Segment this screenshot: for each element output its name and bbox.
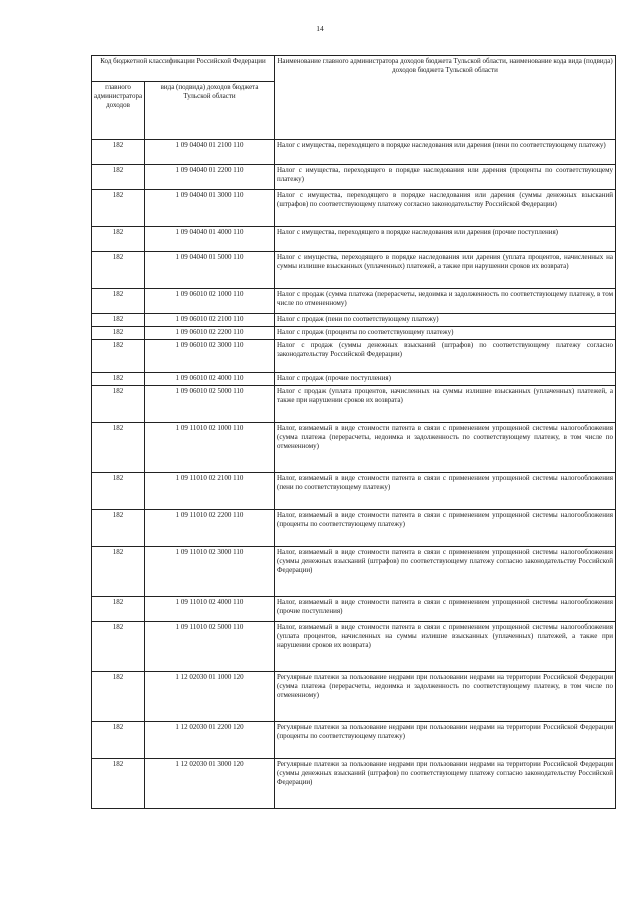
admin-code-cell: 182 xyxy=(92,165,145,190)
table-row xyxy=(92,314,616,327)
table-row xyxy=(92,547,616,597)
admin-code-cell: 182 xyxy=(92,289,145,314)
table-row xyxy=(92,190,616,227)
revenue-name-cell: Налог с имущества, переходящего в порядке наследования или дарения (пени по соответствующему платежу) xyxy=(275,140,616,165)
revenue-code-cell: 1 09 04040 01 3000 110 xyxy=(145,190,275,227)
revenue-code-cell: 1 09 11010 02 5000 110 xyxy=(145,622,275,672)
revenue-name-cell: Налог, взимаемый в виде стоимости патента в связи с применением упрощенной системы налогообложения (сумма платежа (перерасчеты, недоимка и задолженность по соответствующему платежу, в том числе по отмененному) xyxy=(275,423,616,473)
revenue-code-cell: 1 09 04040 01 2200 110 xyxy=(145,165,275,190)
table-row xyxy=(92,759,616,809)
admin-code-cell: 182 xyxy=(92,473,145,510)
table-row xyxy=(92,423,616,473)
revenue-name-cell: Налог, взимаемый в виде стоимости патента в связи с применением упрощенной системы налогообложения (пени по соответствующему платежу) xyxy=(275,473,616,510)
revenue-name-cell: Налог с продаж (сумма платежа (перерасчеты, недоимка и задолженность по соответствующему платежу, в том числе по отмененному) xyxy=(275,289,616,314)
revenue-code-cell: 1 12 02030 01 2200 120 xyxy=(145,722,275,759)
table-row xyxy=(92,373,616,386)
revenue-code-cell: 1 09 06010 02 1000 110 xyxy=(145,289,275,314)
revenue-code-cell: 1 09 06010 02 3000 110 xyxy=(145,340,275,373)
table-row xyxy=(92,140,616,165)
revenue-name-cell: Налог, взимаемый в виде стоимости патента в связи с применением упрощенной системы налогообложения (уплата процентов, начисленных на суммы излишне взысканных (уплаченных) платежей, а также при нарушении сроков их возврата) xyxy=(275,622,616,672)
table-row xyxy=(92,252,616,289)
admin-code-cell: 182 xyxy=(92,672,145,722)
code-group-header: Код бюджетной классификации Российской Федерации xyxy=(92,56,275,82)
table-row xyxy=(92,622,616,672)
revenue-name-cell: Налог с имущества, переходящего в порядке наследования или дарения (суммы денежных взысканий (штрафов) по соответствующему платежу согласно законодательству Российской Федерации) xyxy=(275,190,616,227)
admin-code-cell: 182 xyxy=(92,227,145,252)
revenue-code-cell: 1 09 11010 02 2100 110 xyxy=(145,473,275,510)
budget-classification-table xyxy=(91,55,616,809)
table-row xyxy=(92,473,616,510)
revenue-code-cell: 1 09 11010 02 2200 110 xyxy=(145,510,275,547)
table-row xyxy=(92,597,616,622)
admin-code-cell: 182 xyxy=(92,386,145,423)
revenue-name-cell: Налог с продаж (уплата процентов, начисленных на суммы излишне взысканных (уплаченных) платежей, а также при нарушении сроков их возврата) xyxy=(275,386,616,423)
revenue-name-cell: Налог, взимаемый в виде стоимости патента в связи с применением упрощенной системы налогообложения (прочие поступления) xyxy=(275,597,616,622)
admin-code-cell: 182 xyxy=(92,722,145,759)
name-column-header: Наименование главного администратора доходов бюджета Тульской области, наименование кода вида (подвида) доходов бюджета Тульской области xyxy=(275,56,616,140)
revenue-name-cell: Регулярные платежи за пользование недрами при пользовании недрами на территории Российской Федерации (сумма платежа (перерасчеты, недоимка и задолженность по соответствующему платежу, в том числе по отмененному) xyxy=(275,672,616,722)
revenue-code-cell: 1 09 04040 01 4000 110 xyxy=(145,227,275,252)
table-row xyxy=(92,165,616,190)
revenue-name-cell: Налог с продаж (прочие поступления) xyxy=(275,373,616,386)
revenue-code-cell: 1 09 04040 01 2100 110 xyxy=(145,140,275,165)
admin-code-cell: 182 xyxy=(92,190,145,227)
revenue-code-cell: 1 09 11010 02 3000 110 xyxy=(145,547,275,597)
revenue-name-cell: Налог, взимаемый в виде стоимости патента в связи с применением упрощенной системы налогообложения (проценты по соответствующему платежу) xyxy=(275,510,616,547)
admin-code-cell: 182 xyxy=(92,510,145,547)
table-row xyxy=(92,340,616,373)
revenue-code-cell: 1 12 02030 01 3000 120 xyxy=(145,759,275,809)
admin-code-cell: 182 xyxy=(92,140,145,165)
admin-code-cell: 182 xyxy=(92,252,145,289)
revenue-code-cell: 1 12 02030 01 1000 120 xyxy=(145,672,275,722)
admin-code-cell: 182 xyxy=(92,759,145,809)
admin-code-cell: 182 xyxy=(92,622,145,672)
revenue-name-cell: Налог с продаж (пени по соответствующему платежу) xyxy=(275,314,616,327)
admin-code-cell: 182 xyxy=(92,314,145,327)
admin-code-cell: 182 xyxy=(92,597,145,622)
admin-code-cell: 182 xyxy=(92,547,145,597)
revenue-code-cell: 1 09 11010 02 1000 110 xyxy=(145,423,275,473)
table-row xyxy=(92,289,616,314)
table-row xyxy=(92,386,616,423)
revenue-code-cell: 1 09 06010 02 2200 110 xyxy=(145,327,275,340)
revenue-code-cell: 1 09 06010 02 4000 110 xyxy=(145,373,275,386)
revenue-name-cell: Налог с имущества, переходящего в порядке наследования или дарения (прочие поступления) xyxy=(275,227,616,252)
table-row xyxy=(92,327,616,340)
revenue-code-cell: 1 09 06010 02 5000 110 xyxy=(145,386,275,423)
revenue-code-cell: 1 09 06010 02 2100 110 xyxy=(145,314,275,327)
table-row xyxy=(92,510,616,547)
admin-code-cell: 182 xyxy=(92,373,145,386)
revenue-name-cell: Налог, взимаемый в виде стоимости патента в связи с применением упрощенной системы налогообложения (суммы денежных взысканий (штрафов) по соответствующему платежу согласно законодательству Российской Федерации) xyxy=(275,547,616,597)
revenue-name-cell: Регулярные платежи за пользование недрами при пользовании недрами на территории Российской Федерации (суммы денежных взысканий (штрафов) по соответствующему платежу согласно законодательству Российской Федерации) xyxy=(275,759,616,809)
table-row xyxy=(92,227,616,252)
revenue-code-cell: 1 09 11010 02 4000 110 xyxy=(145,597,275,622)
revenue-name-cell: Налог с имущества, переходящего в порядке наследования или дарения (проценты по соответствующему платежу) xyxy=(275,165,616,190)
revenue-name-cell: Регулярные платежи за пользование недрами при пользовании недрами на территории Российской Федерации (проценты по соответствующему платежу) xyxy=(275,722,616,759)
table-row xyxy=(92,672,616,722)
revenue-code-column-header: вида (подвида) доходов бюджета Тульской области xyxy=(145,82,275,140)
revenue-name-cell: Налог с имущества, переходящего в порядке наследования или дарения (уплата процентов, начисленных на суммы излишне взысканных (уплаченных) платежей, а также при нарушении сроков их возврата) xyxy=(275,252,616,289)
admin-code-cell: 182 xyxy=(92,327,145,340)
table-body xyxy=(92,140,616,809)
admin-column-header: главного администратора доходов xyxy=(92,82,145,140)
admin-code-cell: 182 xyxy=(92,340,145,373)
admin-code-cell: 182 xyxy=(92,423,145,473)
revenue-name-cell: Налог с продаж (проценты по соответствующему платежу) xyxy=(275,327,616,340)
revenue-code-cell: 1 09 04040 01 5000 110 xyxy=(145,252,275,289)
table-row xyxy=(92,722,616,759)
revenue-name-cell: Налог с продаж (суммы денежных взысканий (штрафов) по соответствующему платежу согласно законодательству Российской Федерации) xyxy=(275,340,616,373)
page-number: 14 xyxy=(316,24,324,33)
